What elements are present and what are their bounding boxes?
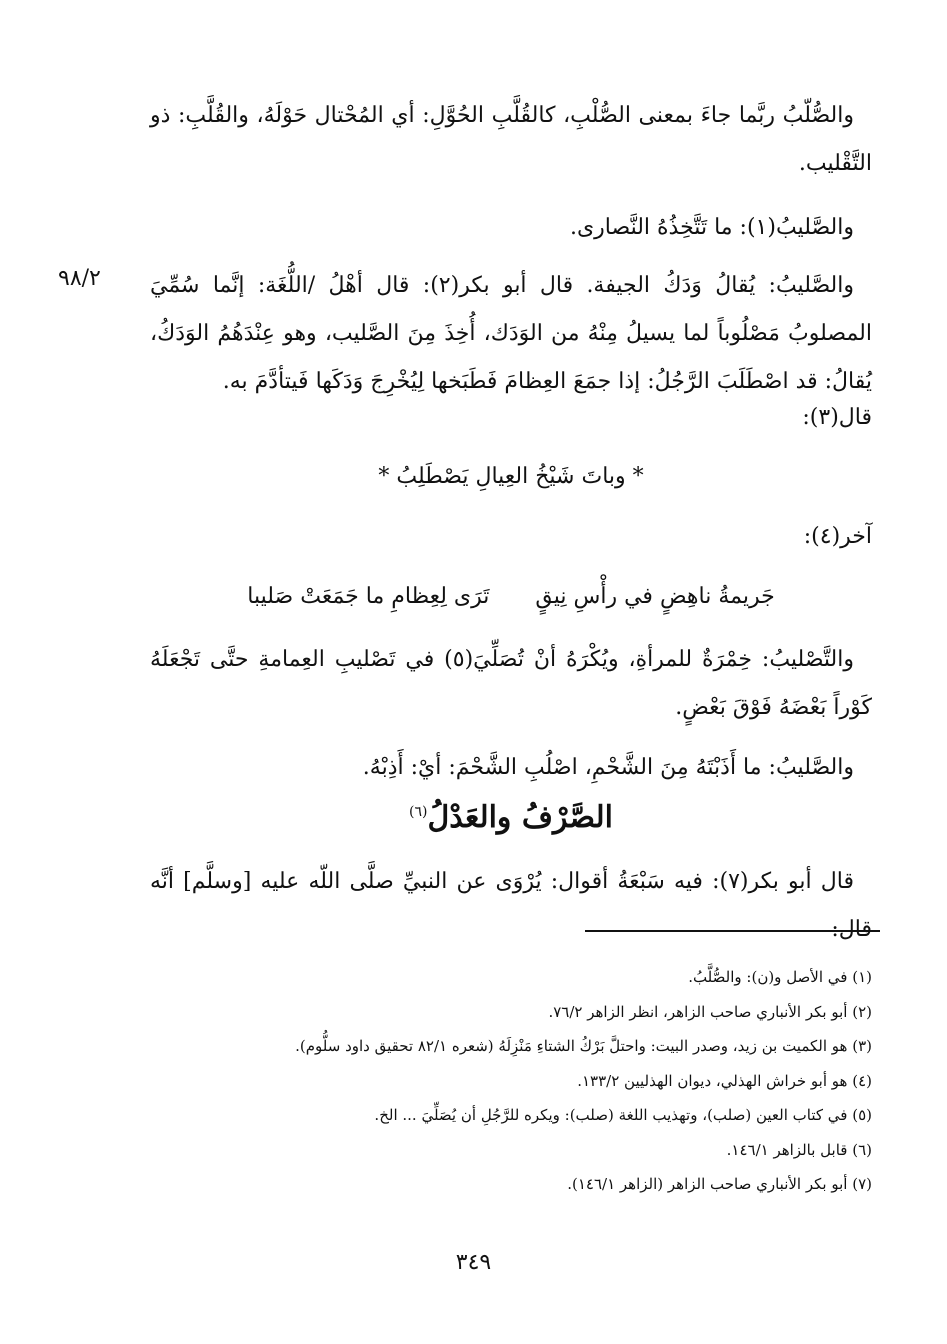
footnote-2: (٢) أبو بكر الأنباري صاحب الزاهر، انظر الزاهر ٧٦/٢. xyxy=(548,1002,872,1021)
section-heading-note: (٦) xyxy=(408,804,428,820)
paragraph-5: والصَّليبُ: ما أَذَبْتَهُ مِنَ الشَّحْمِ، اصْلُبِ الشَّحْمَ: أيْ: أَذِبْهُ. xyxy=(362,755,854,780)
paragraph-6: قال أبو بكر(٧): فيه سَبْعَةُ أقوال: يُرْوَى عن النبيِّ صلَّى اللّه عليه [وسلَّم] أنَّه قال: xyxy=(150,869,872,942)
page-number: ٣٤٩ xyxy=(455,1250,492,1275)
verse-2-first-hemistich: جَريمةُ ناهِضٍ في رأْسِ نِيقٍ xyxy=(535,584,775,609)
footnote-divider xyxy=(585,930,880,932)
footnotes xyxy=(150,960,872,1202)
footnote-4: (٤) هو أبو خراش الهذلي، ديوان الهذليين ١٣٣/٢. xyxy=(577,1071,872,1090)
marginal-page-reference: ٩٨/٢ xyxy=(58,266,101,291)
footnote-7: (٧) أبو بكر الأنباري صاحب الزاهر (الزاهر ١٤٦/١). xyxy=(567,1175,872,1193)
paragraph-4-block xyxy=(150,636,872,732)
footnote-1: (١) في الأصل و(ن): والصُّلَّبُ. xyxy=(688,968,872,986)
paragraph-5-block xyxy=(150,744,872,792)
footnote-5: (٥) في كتاب العين (صلب)، وتهذيب اللغة (صلب): ويكره للرَّجُلِ أن يُصَلِّيَ ... الخ. xyxy=(374,1106,872,1124)
section-heading xyxy=(150,800,872,835)
section-heading-text: الصَّرْفُ والعَدْلُ xyxy=(427,800,614,835)
poet-label-2: آخر(٤): xyxy=(803,524,872,549)
verse-2 xyxy=(150,584,872,609)
paragraph-1: والصُّلّبُ ربَّما جاءَ بمعنى الصُّلْبِ، كالقُلَّبِ الحُوَّلِ: أي المُحْتال حَوْلَهُ، والقُلَّبِ: ذو التَّقْليب. xyxy=(150,103,872,176)
paragraph-3-block xyxy=(150,262,872,406)
footnote-3: (٣) هو الكميت بن زيد، وصدر البيت: واحتلَّ بَرْكُ الشتاءِ مَنْزِلَهُ (شعره ٨٢/١ تحقيق داود سلُّوم). xyxy=(295,1037,872,1055)
poet-label-1: قال(٣): xyxy=(802,405,872,430)
footnote-6: (٦) قابل بالزاهر ١٤٦/١. xyxy=(726,1140,872,1159)
paragraph-2-block xyxy=(150,204,872,252)
paragraph-2: والصَّليبُ(١): ما تَتَّخِذُهُ النَّصارى. xyxy=(569,215,854,240)
paragraph-3: والصَّليبُ: يُقالُ وَدَكُ الجيفة. قال أبو بكر(٢): قال أهْلُ /اللُّغَة: إنَّما سُمِّيَ المصلوبُ مَصْلُوباً لما يسيلُ مِنْهُ من الوَدَك، أُخِذَ مِنَ الصَّليب، وهو عِنْدَهُمُ الوَدَكُ، يُقالُ: قد اصْطَلَبَ الرَّجُلُ: إذا جمَعَ العِظامَ فَطَبَخها لِيُخْرِجَ وَدَكَها فَيتأدَّمَ به. xyxy=(150,273,872,394)
paragraph-1-block xyxy=(150,92,872,188)
paragraph-4: والتَّصْليبُ: خِمْرَةٌ للمرأةِ، ويُكْرَهُ أنْ تُصَلِّيَ(٥) في تَصْليبِ العِمامةِ حتَّى تَجْعَلَهُ كَوْراً بَعْضَهُ فَوْقَ بَعْضٍ. xyxy=(150,647,872,720)
paragraph-6-block xyxy=(150,858,872,954)
verse-1: * وباتَ شَيْخُ العِيالِ يَصْطَلِبُ * xyxy=(378,464,644,489)
verse-2-second-hemistich: تَرَى لِعِظامِ ما جَمَعَتْ صَليبا xyxy=(247,584,490,609)
